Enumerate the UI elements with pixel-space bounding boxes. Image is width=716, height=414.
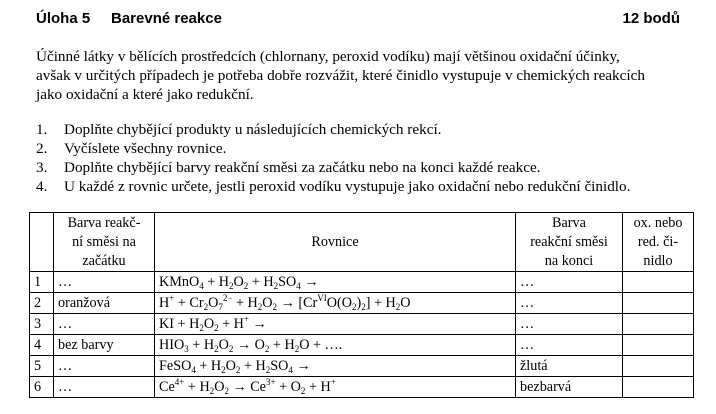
row-number: 6 (30, 377, 54, 398)
task-item (36, 139, 696, 158)
equation-part: → (248, 315, 267, 332)
equation-part: → (292, 357, 311, 374)
equation-part: 2 (265, 364, 271, 375)
equation-part: KI + H (159, 315, 200, 332)
color-end-cell: … (516, 314, 623, 335)
task-item (36, 120, 696, 139)
color-start-cell: … (54, 356, 155, 377)
header-text-line: na konci (544, 252, 594, 269)
row-number: 5 (30, 356, 54, 377)
equation-part: 4 (296, 280, 301, 291)
table-row (30, 314, 694, 335)
equation-part: SO (270, 357, 289, 374)
header-equation: Rovnice (155, 213, 516, 272)
color-start-cell: oranžová (54, 293, 155, 314)
equation-part: H (159, 294, 170, 311)
row-number: 1 (30, 272, 54, 293)
table-body (30, 272, 694, 398)
equation-cell (155, 293, 516, 314)
equation-part: O (225, 357, 236, 374)
header-text-line: ní směsi na (72, 233, 136, 250)
equation-part: O(O (326, 294, 352, 311)
table-row (30, 293, 694, 314)
equation-cell (155, 377, 516, 398)
header-text-line: ox. nebo (633, 214, 683, 231)
equation-part: 3+ (265, 376, 276, 387)
row-number: 4 (30, 335, 54, 356)
equation-cell (155, 335, 516, 356)
task-list (36, 120, 696, 196)
equation-part: O (214, 378, 225, 395)
equation-part: O (400, 294, 411, 311)
equation-part: 2 (272, 301, 278, 312)
reactions-table (29, 212, 694, 398)
equation-part: 2 (243, 280, 249, 291)
equation-part: O + …. (299, 336, 343, 353)
ox-red-cell (623, 335, 694, 356)
equation-part: → [Cr (277, 294, 318, 311)
equation-part: + H (240, 357, 266, 374)
color-start-cell: … (54, 272, 155, 293)
equation-part: 2 (214, 343, 219, 354)
color-start-cell: … (54, 377, 155, 398)
equation-part: + H (248, 273, 274, 290)
equation-cell (155, 356, 516, 377)
equation-part: 3 (184, 343, 189, 354)
row-number: 3 (30, 314, 54, 335)
color-end-cell: žlutá (516, 356, 623, 377)
equation-part: + H (305, 378, 331, 395)
equation-part: O (203, 315, 215, 332)
header-color-end (516, 213, 623, 272)
equation-part: 2 (224, 385, 229, 396)
equation-part: 4 (288, 364, 293, 375)
equation-part: 2 (264, 343, 270, 354)
color-end-cell: bezbarvá (516, 377, 623, 398)
header-text-line: red. či- (637, 233, 679, 250)
task-item-text: U každé z rovnic určete, jestli peroxid vodíku vystupuje jako oxidační nebo redukční činidlo. (64, 178, 631, 195)
intro-line: Účinné látky v bělících prostředcích (chlornany, peroxid vodíku) mají většinou oxidační účinky, (36, 48, 620, 65)
ox-red-cell (623, 377, 694, 398)
equation-part: + (243, 313, 249, 324)
equation-part: HIO (159, 336, 185, 353)
task-item-number: 1. (36, 121, 48, 138)
equation-part: 2 (203, 301, 209, 312)
equation-part: FeSO (159, 357, 192, 374)
equation-part: VI (317, 292, 327, 303)
task-title: Barevné reakce (111, 10, 222, 27)
table-row (30, 377, 694, 398)
equation-part: 4 (191, 364, 196, 375)
header-text-line: začátku (82, 252, 126, 269)
task-item-text: Vyčíslete všechny rovnice. (64, 140, 227, 157)
header-text-line: Barva reakč- (67, 214, 141, 231)
equation-part: ] + H (365, 294, 396, 311)
equation-part: + H (269, 336, 295, 353)
color-end-cell: … (516, 293, 623, 314)
equation-part: Ce (159, 378, 175, 395)
header-number (30, 213, 54, 272)
ox-red-cell (623, 356, 694, 377)
equation-part: + H (184, 378, 210, 395)
equation-part: → Ce (228, 378, 266, 395)
equation-part: 2 (229, 280, 234, 291)
equation-part: 4+ (174, 376, 185, 387)
equation-part: 2 (257, 301, 263, 312)
table-row (30, 272, 694, 293)
equation-part: + O (275, 378, 301, 395)
equation-part: + H (203, 273, 230, 290)
equation-part: 2 (221, 364, 226, 375)
header-text-line: reakční směsi (530, 233, 608, 250)
table-row (30, 356, 694, 377)
equation-part: + H (195, 357, 222, 374)
ox-red-cell (623, 293, 694, 314)
color-end-cell: … (516, 272, 623, 293)
equation-part: 2 (273, 280, 279, 291)
task-item-text: Doplňte chybějící barvy reakční směsi za začátku nebo na konci každé reakce. (64, 159, 541, 176)
equation-part: SO (278, 273, 297, 290)
equation-part: 2− (222, 292, 233, 303)
equation-part: 2 (351, 301, 357, 312)
table-row (30, 335, 694, 356)
equation-part: 2 (199, 322, 204, 333)
header-text-line: Barva (552, 214, 586, 231)
equation-part: + H (218, 315, 244, 332)
equation-part: O (233, 273, 244, 290)
equation-part: 2 (395, 301, 401, 312)
equation-part: 4 (199, 280, 204, 291)
table-header-row (30, 213, 694, 272)
equation-part: 7 (218, 301, 223, 312)
equation-part: → O (233, 336, 265, 353)
equation-part: 2 (235, 364, 241, 375)
intro-line: jako oxidační a které jako redukční. (36, 86, 254, 103)
task-item (36, 177, 696, 196)
header-text-line: nidlo (643, 252, 673, 269)
equation-part: 2 (300, 385, 306, 396)
task-item-text: Doplňte chybějící produkty u následujících chemických rekcí. (64, 121, 442, 138)
header-ox-red (623, 213, 694, 272)
equation-part: → (300, 273, 319, 290)
equation-part: 2 (294, 343, 300, 354)
equation-part: + H (232, 294, 258, 311)
color-start-cell: … (54, 314, 155, 335)
equation-part: KMnO (159, 273, 200, 290)
equation-cell (155, 272, 516, 293)
task-number: Úloha 5 (36, 10, 91, 27)
header-color-start (54, 213, 155, 272)
task-points: 12 bodů (622, 10, 680, 27)
task-item-number: 3. (36, 159, 48, 176)
equation-part: + Cr (174, 294, 204, 311)
intro-line: avšak v určitých případech je potřeba dobře rozvážit, které činidlo vystupuje v chemických reakcích (36, 67, 645, 84)
equation-part: 2 (361, 301, 366, 312)
equation-part: O (262, 294, 273, 311)
color-start-cell: bez barvy (54, 335, 155, 356)
equation-part: + H (188, 336, 215, 353)
task-item-number: 4. (36, 178, 48, 195)
equation-part: 2 (214, 322, 219, 333)
ox-red-cell (623, 272, 694, 293)
equation-part: O (208, 294, 219, 311)
task-item-number: 2. (36, 140, 48, 157)
intro-paragraph (36, 47, 686, 104)
equation-cell (155, 314, 516, 335)
task-item (36, 158, 696, 177)
color-end-cell: … (516, 335, 623, 356)
equation-part: 2 (228, 343, 234, 354)
task-header (36, 10, 680, 30)
equation-part: + (330, 376, 336, 387)
equation-part: 2 (209, 385, 215, 396)
row-number: 2 (30, 293, 54, 314)
equation-part: O (218, 336, 229, 353)
equation-part: + (169, 292, 175, 303)
ox-red-cell (623, 314, 694, 335)
equation-part: ) (356, 294, 362, 311)
